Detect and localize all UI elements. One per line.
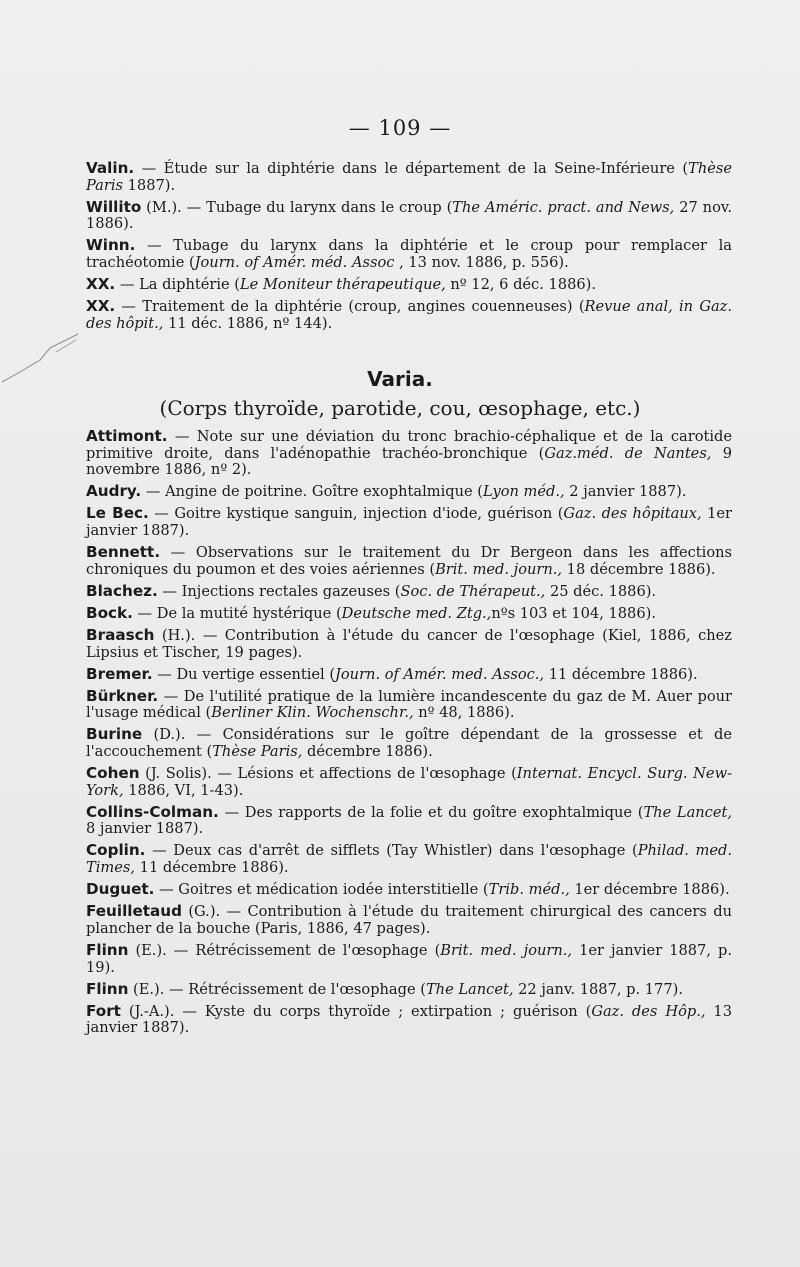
entry-source: Gaz. des Hôp., <box>591 1002 706 1020</box>
entry-source: Le Moniteur thérapeutique, <box>239 276 446 294</box>
entry-text: — Étude sur la diphtérie dans le département de la Seine-Inférieure ( <box>134 160 689 177</box>
entry-text: nº 48, 1886). <box>413 704 515 722</box>
entry-author: XX. <box>86 297 116 316</box>
bibliography-entry <box>86 942 732 976</box>
bibliography-entry <box>86 688 732 722</box>
entry-source: The Lancet, <box>643 803 732 821</box>
entry-source: Berliner Klin. Wochenschr., <box>211 704 414 722</box>
entry-text: (E.). — Rétrécissement de l'œsophage ( <box>128 980 426 998</box>
entry-text: 25 déc. 1886). <box>545 582 657 600</box>
page-number: — 109 — <box>348 116 452 140</box>
entry-text: 11 déc. 1886, nº 144). <box>163 314 333 332</box>
bibliography-entry <box>86 881 732 899</box>
entry-text: (G.). — Contribution à l'étude du traitement chirurgical des cancers du plancher de la bouche (Paris, 1886, 47 pages). <box>86 903 732 937</box>
bibliography-entry <box>86 483 732 501</box>
entry-text: — De la mutité hystérique ( <box>132 604 342 622</box>
bibliography-entry <box>86 1003 732 1037</box>
entry-text: 8 janvier 1887). <box>86 820 204 838</box>
bibliography-entry <box>86 842 732 876</box>
entry-source: Thèse Paris, <box>212 743 303 760</box>
entry-text: (E.). — Rétrécissement de l'œsophage ( <box>128 941 441 959</box>
bibliography-entry <box>86 199 732 233</box>
bibliography-entry <box>86 276 732 294</box>
entry-text: 1886, VI, 1-43). <box>123 781 244 799</box>
entry-author: Audry. <box>86 482 142 501</box>
entry-source: Gaz.méd. de Nantes, <box>544 444 712 462</box>
entry-text: — Des rapports de la folie et du goître exophtalmique ( <box>218 803 644 821</box>
entry-author: Winn. <box>86 236 136 255</box>
bibliography-list-varia <box>86 428 732 1041</box>
entry-text: nº 12, 6 déc. 1886). <box>445 276 596 294</box>
entry-text: — Tubage du larynx dans la diphtérie et le croup pour remplacer la trachéotomie ( <box>86 237 732 271</box>
entry-text: (H.). — Contribution à l'étude du cancer de l'œsophage (Kiel, 1886, chez Lipsius et Tischer, 19 pages). <box>86 626 732 661</box>
entry-author: Flinn <box>86 940 129 959</box>
entry-text: 18 décembre 1886). <box>562 560 716 578</box>
entry-author: Blachez. <box>86 581 158 600</box>
entry-author: Attimont. <box>86 427 168 445</box>
entry-text: — Goitres et médication iodée interstitielle ( <box>154 881 489 899</box>
entry-text: — Goitre kystique sanguin, injection d'iode, guérison ( <box>148 505 564 523</box>
entry-author: Willito <box>86 197 142 216</box>
entry-source: Brit. med. journ., <box>440 941 573 959</box>
entry-text: 22 janv. 1887, p. 177). <box>513 980 683 998</box>
entry-author: XX. <box>86 275 116 294</box>
entry-author: Collins-Colman. <box>86 802 219 821</box>
entry-text: 1887). <box>123 176 176 194</box>
entry-text: — La diphtérie ( <box>115 276 240 294</box>
entry-text: — Traitement de la diphtérie (croup, angines couenneuses) ( <box>115 298 585 316</box>
bibliography-entry <box>86 666 732 684</box>
pencil-mark <box>0 330 80 390</box>
entry-text: (J. Solis). — Lésions et affections de l'œsophage ( <box>139 765 517 783</box>
entry-text: , 13 nov. 1886, p. 556). <box>394 253 569 271</box>
entry-source: Thèse Paris <box>86 160 732 194</box>
entry-source: Soc. de Thérapeut., <box>400 582 546 600</box>
entry-text: (M.). — Tubage du larynx dans le croup ( <box>141 198 453 216</box>
entry-author: Braasch <box>86 625 155 644</box>
entry-author: Fort <box>86 1001 121 1020</box>
bibliography-entry <box>86 605 732 623</box>
entry-source: Brit. med. journ., <box>435 560 563 578</box>
bibliography-entry <box>86 505 732 539</box>
entry-author: Feuilletaud <box>86 902 182 921</box>
entry-source: Revue anal, in Gaz. des hôpit., <box>86 298 733 332</box>
entry-text: — Observations sur le traitement du Dr Bergeon dans les affections chroniques du poumon et des voies aériennes ( <box>86 544 732 578</box>
entry-source: Deutsche med. Ztg., <box>341 604 492 622</box>
bibliography-entry <box>86 160 732 194</box>
bibliography-entry <box>86 237 732 271</box>
entry-author: Flinn <box>86 979 129 998</box>
entry-author: Coplin. <box>86 841 146 860</box>
entry-text: (D.). — Considérations sur le goître dépendant de la grossesse et de l'accouchement ( <box>86 726 732 760</box>
entry-author: Le Bec. <box>86 504 149 523</box>
entry-source: Trib. méd., <box>488 881 570 899</box>
entry-text: 13 janvier 1887). <box>86 1002 732 1037</box>
entry-author: Valin. <box>86 159 135 177</box>
entry-text: — Deux cas d'arrêt de sifflets (Tay Whistler) dans l'œsophage ( <box>145 842 638 860</box>
entry-text: 2 janvier 1887). <box>564 483 687 501</box>
section-subtitle: (Corps thyroïde, parotide, cou, œsophage, etc.) <box>159 396 641 420</box>
bibliography-entry <box>86 765 732 799</box>
entry-author: Bock. <box>86 603 133 622</box>
entry-source: The Améric. pract. and News, <box>452 198 675 216</box>
entry-text: 27 nov. 1886). <box>86 198 732 233</box>
entry-author: Burine <box>86 725 143 744</box>
bibliography-entry <box>86 627 732 661</box>
entry-source: Philad. med. Times, <box>86 842 732 877</box>
entry-text: — Note sur une déviation du tronc brachio-céphalique et de la carotide primitive droite, dans l'adénopathie trachéo-bronchique ( <box>86 428 732 462</box>
bibliography-list-top <box>86 160 732 337</box>
entry-text: 1er janvier 1887, p. 19). <box>86 941 732 976</box>
entry-text: 1er décembre 1886). <box>569 881 730 899</box>
entry-source: Lyon méd., <box>483 483 565 501</box>
entry-text: — Angine de poitrine. Goître exophtalmique ( <box>141 483 484 501</box>
entry-author: Duguet. <box>86 880 155 899</box>
entry-author: Bürkner. <box>86 686 159 705</box>
entry-author: Bremer. <box>86 664 153 683</box>
entry-source: Journ. of Amér. med. Assoc., <box>335 665 545 683</box>
bibliography-entry <box>86 544 732 578</box>
entry-text: 11 décembre 1886). <box>135 859 289 877</box>
entry-text: (J.-A.). — Kyste du corps thyroïde ; extirpation ; guérison ( <box>120 1002 592 1020</box>
entry-text: nºs 103 et 104, 1886). <box>491 604 656 622</box>
bibliography-entry <box>86 583 732 601</box>
entry-source: Journ. of Amér. méd. Assoc <box>194 253 395 271</box>
bibliography-entry <box>86 298 732 332</box>
entry-source: The Lancet, <box>425 980 514 998</box>
bibliography-entry <box>86 981 732 999</box>
entry-source: Internat. Encycl. Surg. New-York, <box>86 765 732 799</box>
entry-text: — Du vertige essentiel ( <box>152 665 336 683</box>
entry-text: — De l'utilité pratique de la lumière incandescente du gaz de M. Auer pour l'usage médical ( <box>86 687 732 722</box>
bibliography-entry <box>86 428 732 479</box>
entry-source: Gaz. des hôpitaux, <box>563 505 702 523</box>
entry-text: 9 novembre 1886, nº 2). <box>86 444 732 479</box>
entry-text: 11 décembre 1886). <box>544 665 698 683</box>
entry-author: Bennett. <box>86 543 161 562</box>
entry-text: décembre 1886). <box>302 743 433 760</box>
entry-text: 1er janvier 1887). <box>86 505 732 539</box>
bibliography-entry <box>86 726 732 760</box>
bibliography-entry <box>86 903 732 937</box>
entry-author: Cohen <box>86 764 140 783</box>
section-title: Varia. <box>367 367 433 391</box>
entry-text: — Injections rectales gazeuses ( <box>157 582 401 600</box>
bibliography-entry <box>86 804 732 838</box>
